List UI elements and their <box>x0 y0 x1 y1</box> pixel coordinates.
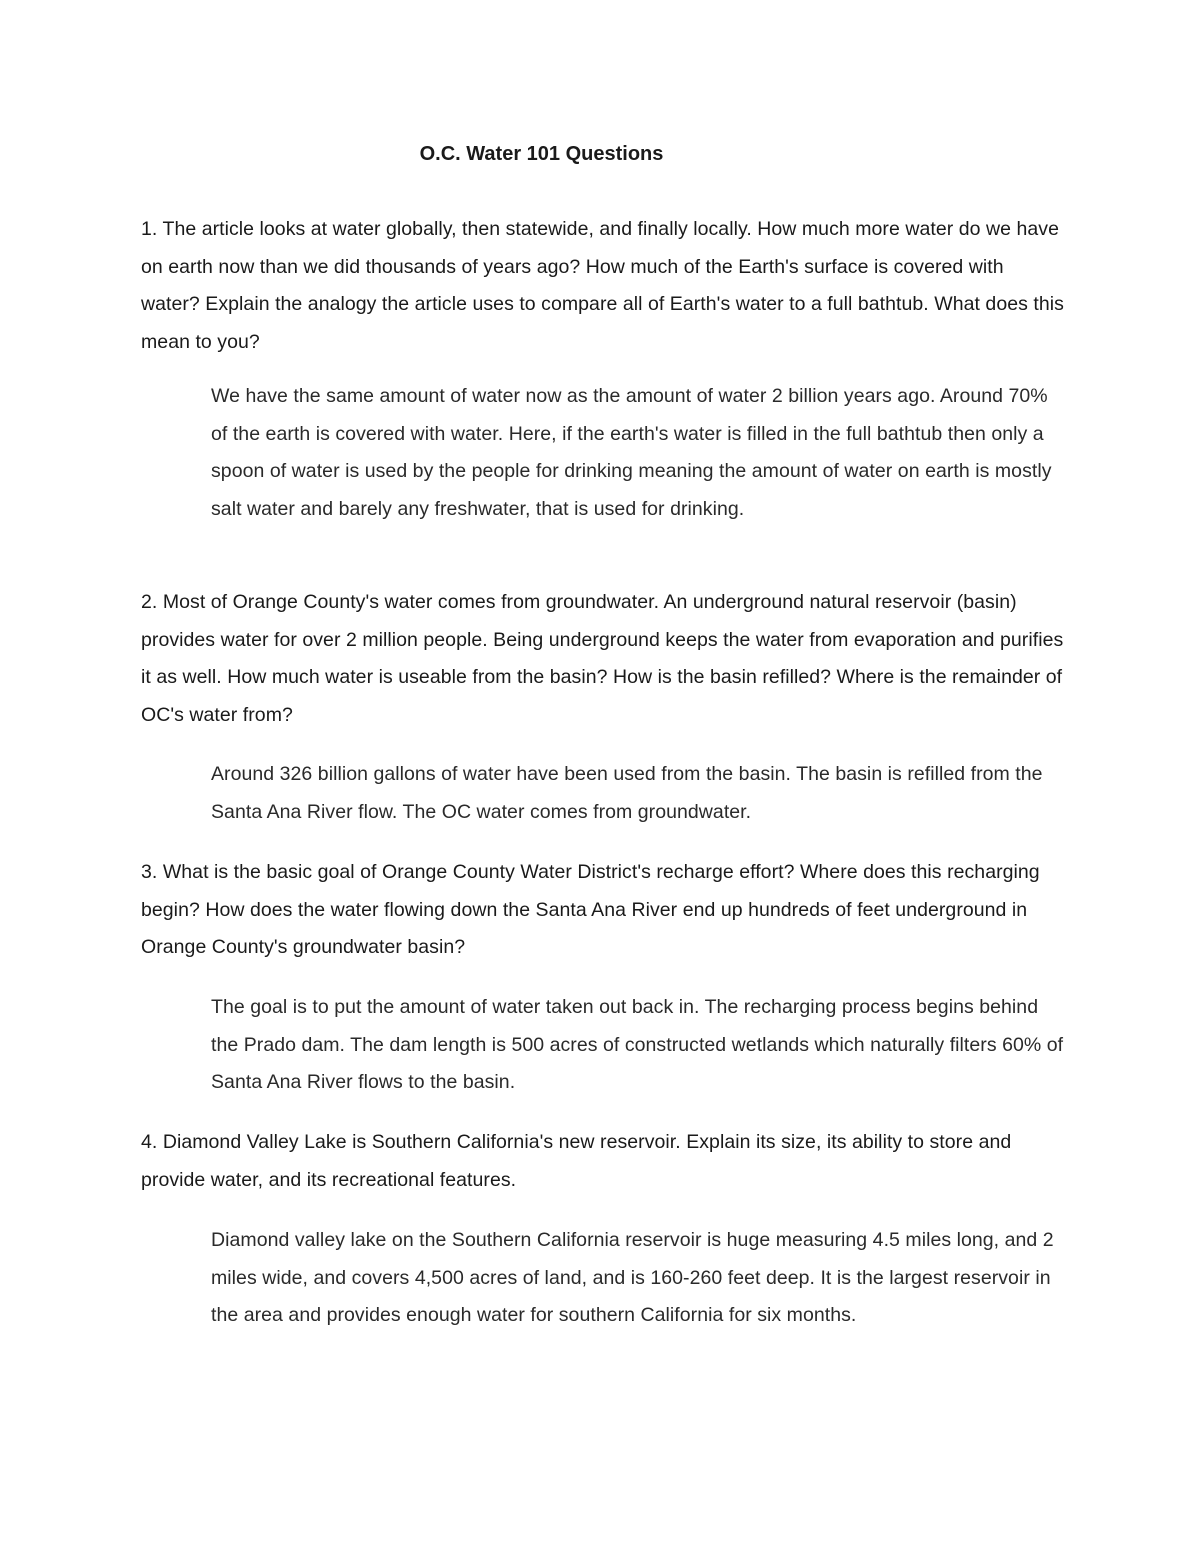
question-2: 2. Most of Orange County's water comes from groundwater. An underground natural reservoir (basin) provides water for over 2 million people. Being underground keeps the water from evaporation and purifies it as well. How much water is useable from the basin? How is the basin refilled? Where is the remainder of OC's water from? <box>141 591 1064 726</box>
question-3: 3. What is the basic goal of Orange County Water District's recharge effort? Where does this recharging begin? How does the water flowing down the Santa Ana River end up hundreds of feet underground in Orange County's groundwater basin? <box>141 861 1040 958</box>
answer-3: The goal is to put the amount of water taken out back in. The recharging process begins behind the Prado dam. The dam length is 500 acres of constructed wetlands which naturally filters 60% of Santa Ana River flows to the basin. <box>211 996 1064 1093</box>
question-1: 1. The article looks at water globally, then statewide, and finally locally. How much more water do we have on earth now than we did thousands of years ago? How much of the Earth's surface is covered with water? Explain the analogy the article uses to compare all of Earth's water to a full bathtub. What does this mean to you? <box>141 218 1064 353</box>
answer-1: We have the same amount of water now as the amount of water 2 billion years ago. Around 70% of the earth is covered with water. Here, if the earth's water is filled in the full bathtub then only a spoon of water is used by the people for drinking meaning the amount of water on earth is mostly salt water and barely any freshwater, that is used for drinking. <box>211 385 1052 520</box>
answer-4: Diamond valley lake on the Southern California reservoir is huge measuring 4.5 miles long, and 2 miles wide, and covers 4,500 acres of land, and is 160-260 feet deep. It is the largest reservoir in the area and provides enough water for southern California for six months. <box>211 1229 1054 1326</box>
answer-2: Around 326 billion gallons of water have been used from the basin. The basin is refilled from the Santa Ana River flow. The OC water comes from groundwater. <box>211 763 1043 823</box>
question-4: 4. Diamond Valley Lake is Southern California's new reservoir. Explain its size, its ability to store and provide water, and its recreational features. <box>141 1131 1012 1191</box>
document-title: O.C. Water 101 Questions <box>419 143 664 165</box>
